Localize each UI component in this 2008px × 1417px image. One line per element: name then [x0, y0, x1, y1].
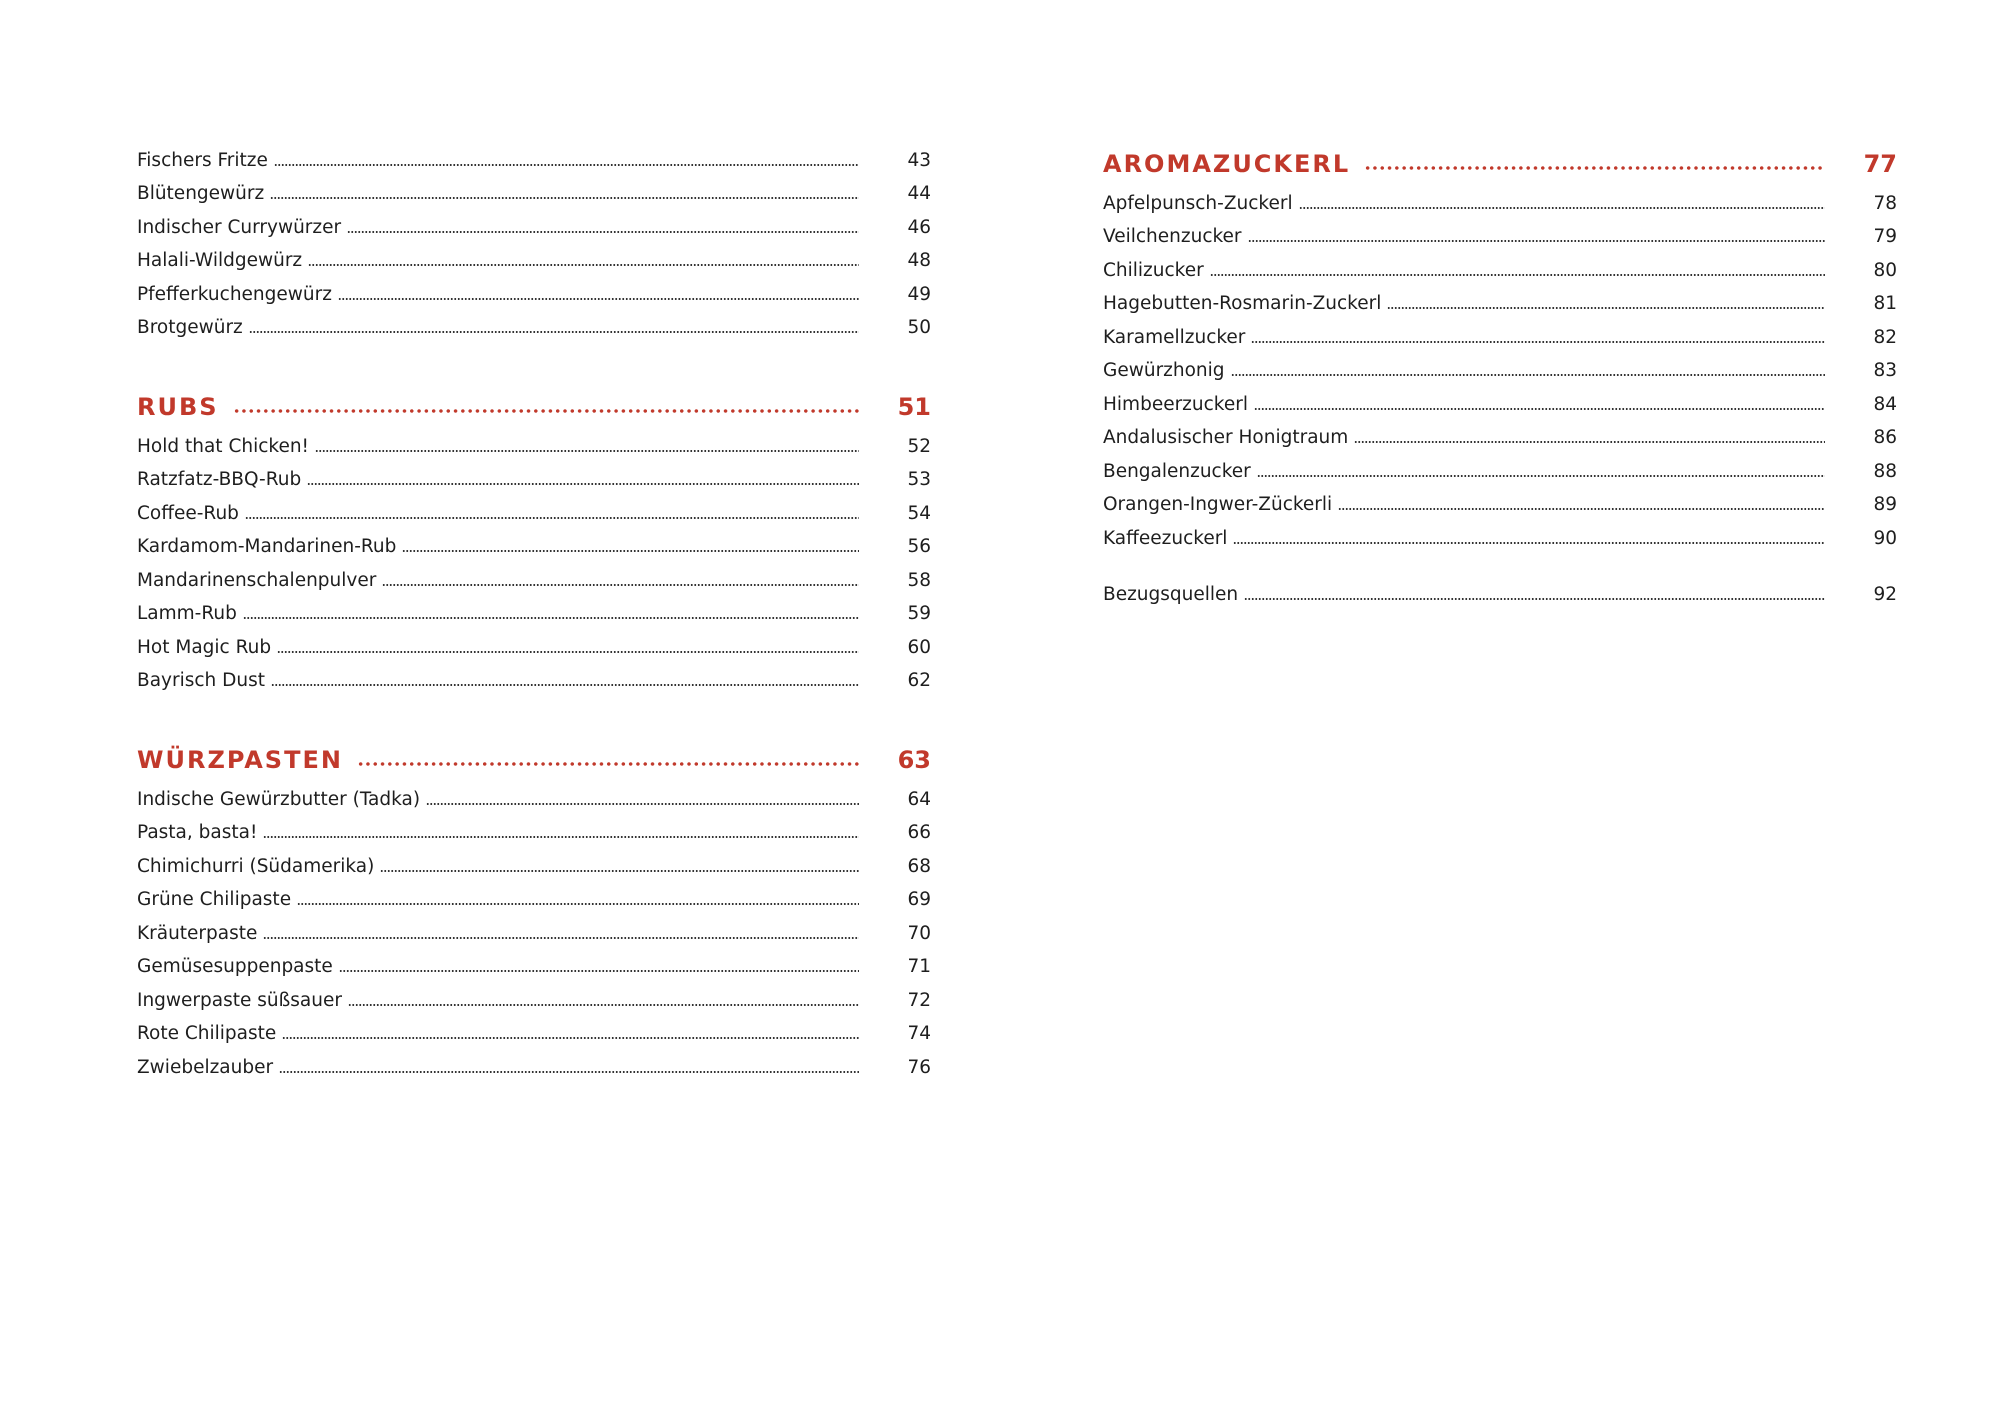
toc-entry-page: 72 — [907, 989, 931, 1011]
dot-leader — [282, 1037, 859, 1039]
toc-left-column — [137, 138, 931, 1079]
toc-entry-page: 50 — [907, 317, 931, 338]
dot-leader — [1354, 441, 1825, 443]
toc-entry-page: 89 — [1873, 494, 1897, 515]
toc-entry-title: Coffee-Rub — [137, 502, 239, 524]
dot-leader — [402, 550, 859, 552]
toc-entry-page: 46 — [907, 216, 931, 238]
dot-leader — [1251, 341, 1825, 343]
dot-leader — [277, 651, 859, 653]
toc-entry[interactable] — [137, 1012, 931, 1046]
section-heading-rubs[interactable] — [137, 381, 931, 421]
toc-entry[interactable] — [1103, 248, 1897, 282]
toc-entry-page: 83 — [1873, 360, 1897, 381]
toc-entry[interactable] — [1103, 483, 1897, 517]
toc-entry[interactable] — [137, 205, 931, 239]
toc-entry-title: Himbeerzuckerl — [1103, 393, 1248, 415]
toc-entry-page: 74 — [907, 1023, 931, 1044]
section-heading-page: 63 — [897, 746, 931, 774]
toc-entry[interactable] — [1103, 282, 1897, 316]
toc-entry-title: Andalusischer Honigtraum — [1103, 427, 1349, 448]
toc-entry[interactable] — [137, 592, 931, 626]
toc-entry-title: Ratzfatz-BBQ-Rub — [137, 469, 302, 490]
dot-leader — [426, 803, 859, 805]
toc-entry[interactable] — [137, 558, 931, 592]
dot-leader — [1364, 166, 1825, 170]
toc-entry-title: Chimichurri (Südamerika) — [137, 855, 375, 877]
toc-entry-page: 88 — [1873, 460, 1897, 482]
toc-entry-title: Rote Chilipaste — [137, 1023, 277, 1044]
dot-leader — [1233, 542, 1825, 544]
toc-entry-title: Bengalenzucker — [1103, 460, 1251, 482]
dot-leader — [382, 584, 859, 586]
dot-leader — [1299, 207, 1825, 209]
toc-entry-page: 68 — [907, 855, 931, 877]
toc-entry-page: 84 — [1873, 393, 1897, 415]
toc-entry-title: Hagebutten-Rosmarin-Zuckerl — [1103, 293, 1382, 314]
dot-leader — [380, 870, 859, 872]
toc-entry-page: 82 — [1873, 326, 1897, 348]
toc-entry-page: 81 — [1873, 293, 1897, 314]
dot-leader — [338, 298, 859, 300]
toc-entry[interactable] — [137, 625, 931, 659]
dot-leader — [348, 1004, 859, 1006]
dot-leader — [263, 836, 859, 838]
toc-entry-title: Ingwerpaste süßsauer — [137, 989, 342, 1011]
section-heading-wuerzpasten[interactable] — [137, 734, 931, 774]
toc-entry-title: Pasta, basta! — [137, 822, 258, 843]
toc-entry-page: 92 — [1873, 584, 1897, 605]
toc-entry-page: 70 — [907, 922, 931, 944]
dot-leader — [233, 409, 859, 413]
section-spacer — [137, 339, 931, 381]
toc-entry-title: Blütengewürz — [137, 183, 265, 204]
section-heading-page: 77 — [1863, 150, 1897, 178]
toc-entry[interactable] — [137, 844, 931, 878]
toc-entry[interactable] — [137, 306, 931, 340]
toc-entry-page: 66 — [907, 822, 931, 843]
toc-entry-page: 76 — [907, 1056, 931, 1078]
dot-leader — [271, 684, 859, 686]
toc-entry-title: Hold that Chicken! — [137, 435, 309, 457]
toc-entry-page: 90 — [1873, 527, 1897, 549]
dot-leader — [274, 164, 859, 166]
toc-entry-page: 71 — [907, 956, 931, 977]
dot-leader — [315, 450, 859, 452]
toc-entry[interactable] — [137, 659, 931, 693]
toc-entry-title: Lamm-Rub — [137, 603, 237, 624]
toc-entry-title: Chilizucker — [1103, 259, 1204, 281]
toc-entry-page: 69 — [907, 889, 931, 910]
toc-entry[interactable] — [137, 777, 931, 811]
toc-entry-page: 58 — [907, 569, 931, 591]
toc-entry-page: 43 — [907, 149, 931, 171]
dot-leader — [1338, 508, 1825, 510]
toc-entry[interactable] — [137, 138, 931, 172]
toc-entry-title: Mandarinenschalenpulver — [137, 569, 377, 591]
toc-entry-title: Grüne Chilipaste — [137, 889, 292, 910]
toc-entry[interactable] — [1103, 449, 1897, 483]
section-heading-title: WÜRZPASTEN — [137, 746, 343, 774]
toc-entry[interactable] — [137, 525, 931, 559]
toc-entry-title: Indischer Currywürzer — [137, 216, 342, 238]
toc-entry[interactable] — [137, 272, 931, 306]
dot-leader — [357, 762, 859, 766]
toc-entry-title: Zwiebelzauber — [137, 1056, 274, 1078]
dot-leader — [1231, 374, 1825, 376]
section-heading-title: RUBS — [137, 393, 219, 421]
toc-entry[interactable] — [137, 458, 931, 492]
toc-entry[interactable] — [137, 878, 931, 912]
toc-entry-title: Gewürzhonig — [1103, 360, 1225, 381]
toc-entry-page: 44 — [907, 183, 931, 204]
toc-entry-page: 86 — [1873, 427, 1897, 448]
dot-leader — [297, 903, 859, 905]
toc-entry[interactable] — [137, 1045, 931, 1079]
toc-entry[interactable] — [1103, 416, 1897, 450]
toc-entry-page: 49 — [907, 283, 931, 305]
toc-entry[interactable] — [137, 811, 931, 845]
dot-leader — [1244, 598, 1825, 600]
toc-entry-page: 64 — [907, 788, 931, 810]
toc-entry-bezugsquellen[interactable] — [1103, 573, 1897, 607]
section-spacer — [1103, 550, 1897, 573]
section-heading-page: 51 — [897, 393, 931, 421]
section-heading-aromazuckerl[interactable] — [1103, 138, 1897, 178]
toc-entry-title: Halali-Wildgewürz — [137, 250, 303, 271]
toc-entry-page: 48 — [907, 250, 931, 271]
dot-leader — [270, 197, 859, 199]
dot-leader — [1387, 307, 1825, 309]
toc-right-column — [1103, 138, 1897, 606]
toc-entry-title: Bayrisch Dust — [137, 670, 266, 691]
toc-entry-title: Hot Magic Rub — [137, 636, 272, 658]
section-heading-title: AROMAZUCKERL — [1103, 150, 1351, 178]
toc-entry[interactable] — [137, 424, 931, 458]
toc-entry-page: 59 — [907, 603, 931, 624]
dot-leader — [279, 1071, 859, 1073]
toc-entry-title: Fischers Fritze — [137, 149, 268, 171]
toc-entry-page: 52 — [907, 435, 931, 457]
toc-entry[interactable] — [1103, 349, 1897, 383]
toc-entry-page: 56 — [907, 536, 931, 557]
toc-entry-title: Apfelpunsch-Zuckerl — [1103, 192, 1293, 214]
toc-entry-page: 54 — [907, 502, 931, 524]
dot-leader — [243, 617, 859, 619]
dot-leader — [1248, 240, 1825, 242]
toc-entry-page: 79 — [1873, 226, 1897, 247]
toc-entry[interactable] — [137, 945, 931, 979]
toc-entry-title: Indische Gewürzbutter (Tadka) — [137, 788, 421, 810]
dot-leader — [1254, 408, 1825, 410]
dot-leader — [245, 517, 859, 519]
toc-entry[interactable] — [1103, 181, 1897, 215]
toc-entry-title: Pfefferkuchengewürz — [137, 283, 332, 305]
toc-entry-title: Orangen-Ingwer-Zückerli — [1103, 494, 1333, 515]
toc-entry-title: Veilchenzucker — [1103, 226, 1242, 247]
toc-entry-page: 60 — [907, 636, 931, 658]
toc-entry-page: 62 — [907, 670, 931, 691]
dot-leader — [263, 937, 859, 939]
toc-entry-title: Gemüsesuppenpaste — [137, 956, 333, 977]
toc-entry[interactable] — [1103, 215, 1897, 249]
toc-entry-title: Kaffeezuckerl — [1103, 527, 1228, 549]
toc-entry-page: 53 — [907, 469, 931, 490]
toc-entry-title: Bezugsquellen — [1103, 584, 1239, 605]
toc-entry[interactable] — [137, 978, 931, 1012]
toc-entry-title: Kräuterpaste — [137, 922, 258, 944]
dot-leader — [339, 970, 859, 972]
toc-entry[interactable] — [1103, 315, 1897, 349]
section-spacer — [137, 692, 931, 734]
dot-leader — [1210, 274, 1825, 276]
dot-leader — [249, 331, 859, 333]
toc-entry[interactable] — [1103, 516, 1897, 550]
dot-leader — [347, 231, 859, 233]
toc-entry-page: 78 — [1873, 192, 1897, 214]
toc-entry[interactable] — [1103, 382, 1897, 416]
toc-entry[interactable] — [137, 172, 931, 206]
dot-leader — [308, 264, 859, 266]
toc-entry-title: Karamellzucker — [1103, 326, 1246, 348]
toc-entry[interactable] — [137, 911, 931, 945]
toc-entry[interactable] — [137, 491, 931, 525]
toc-entry[interactable] — [137, 239, 931, 273]
toc-entry-title: Brotgewürz — [137, 317, 243, 338]
toc-entry-page: 80 — [1873, 259, 1897, 281]
toc-entry-title: Kardamom-Mandarinen-Rub — [137, 536, 397, 557]
dot-leader — [307, 483, 859, 485]
dot-leader — [1257, 475, 1825, 477]
